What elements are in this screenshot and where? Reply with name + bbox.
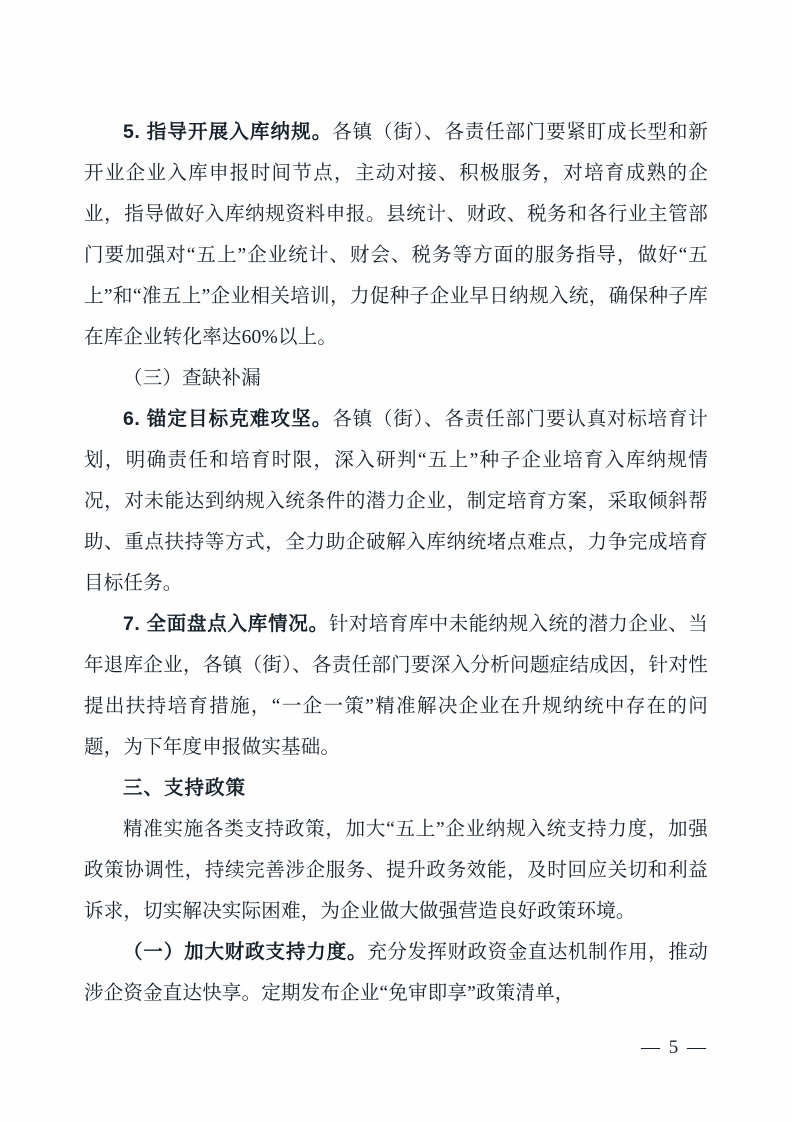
page-number: — 5 —	[641, 1037, 708, 1058]
paragraph-policy-overview	[84, 809, 708, 932]
paragraph-text-7: 针对培育库中未能纳规入统的潜力企业、当年退库企业，各镇（街）、各责任部门要深入分析问题症结成因，针对性提出扶持培育措施，“一企一策”精准解决企业在升规纳统中存在的问题，为下年度申报做实基础。	[84, 614, 708, 758]
paragraph-target-anchoring	[84, 399, 708, 604]
paragraph-lead-fiscal: （一）加大财政支持力度。	[123, 941, 368, 963]
paragraph-guidance-warehousing	[84, 112, 708, 358]
subheading-gap-check: （三）查缺补漏	[123, 368, 261, 389]
paragraph-lead-5: 5. 指导开展入库纳规。	[123, 121, 333, 143]
paragraph-lead-7: 7. 全面盘点入库情况。	[123, 613, 329, 635]
paragraph-full-inventory	[84, 604, 708, 768]
paragraph-lead-6: 6. 锚定目标克难攻坚。	[123, 408, 333, 430]
paragraph-text-fiscal: 充分发挥财政资金直达机制作用，推动涉企资金直达快享。定期发布企业“免审即享”政策清单，	[84, 942, 708, 1004]
paragraph-text-policy-overview: 精准实施各类支持政策，加大“五上”企业纳规入统支持力度，加强政策协调性，持续完善涉企服务、提升政务效能，及时回应关切和利益诉求，切实解决实际困难，为企业做大做强营造良好政策环境。	[84, 819, 708, 922]
section-heading-support-policy: 三、支持政策	[123, 777, 247, 799]
paragraph-fiscal-support	[84, 932, 708, 1014]
document-body	[84, 112, 708, 1014]
paragraph-text-6: 各镇（街）、各责任部门要认真对标培育计划，明确责任和培育时限，深入研判“五上”种子企业培育入库纳规情况，对未能达到纳规入统条件的潜力企业，制定培育方案，采取倾斜帮助、重点扶持等方式，全力助企破解入库纳统堵点难点，力争完成培育目标任务。	[84, 409, 708, 594]
paragraph-text-5: 各镇（街）、各责任部门要紧盯成长型和新开业企业入库申报时间节点，主动对接、积极服务，对培育成熟的企业，指导做好入库纳规资料申报。县统计、财政、税务和各行业主管部门要加强对“五上”企业统计、财会、税务等方面的服务指导，做好“五上”和“准五上”企业相关培训，力促种子企业早日纳规入统，确保种子库在库企业转化率达60%以上。	[84, 122, 708, 348]
